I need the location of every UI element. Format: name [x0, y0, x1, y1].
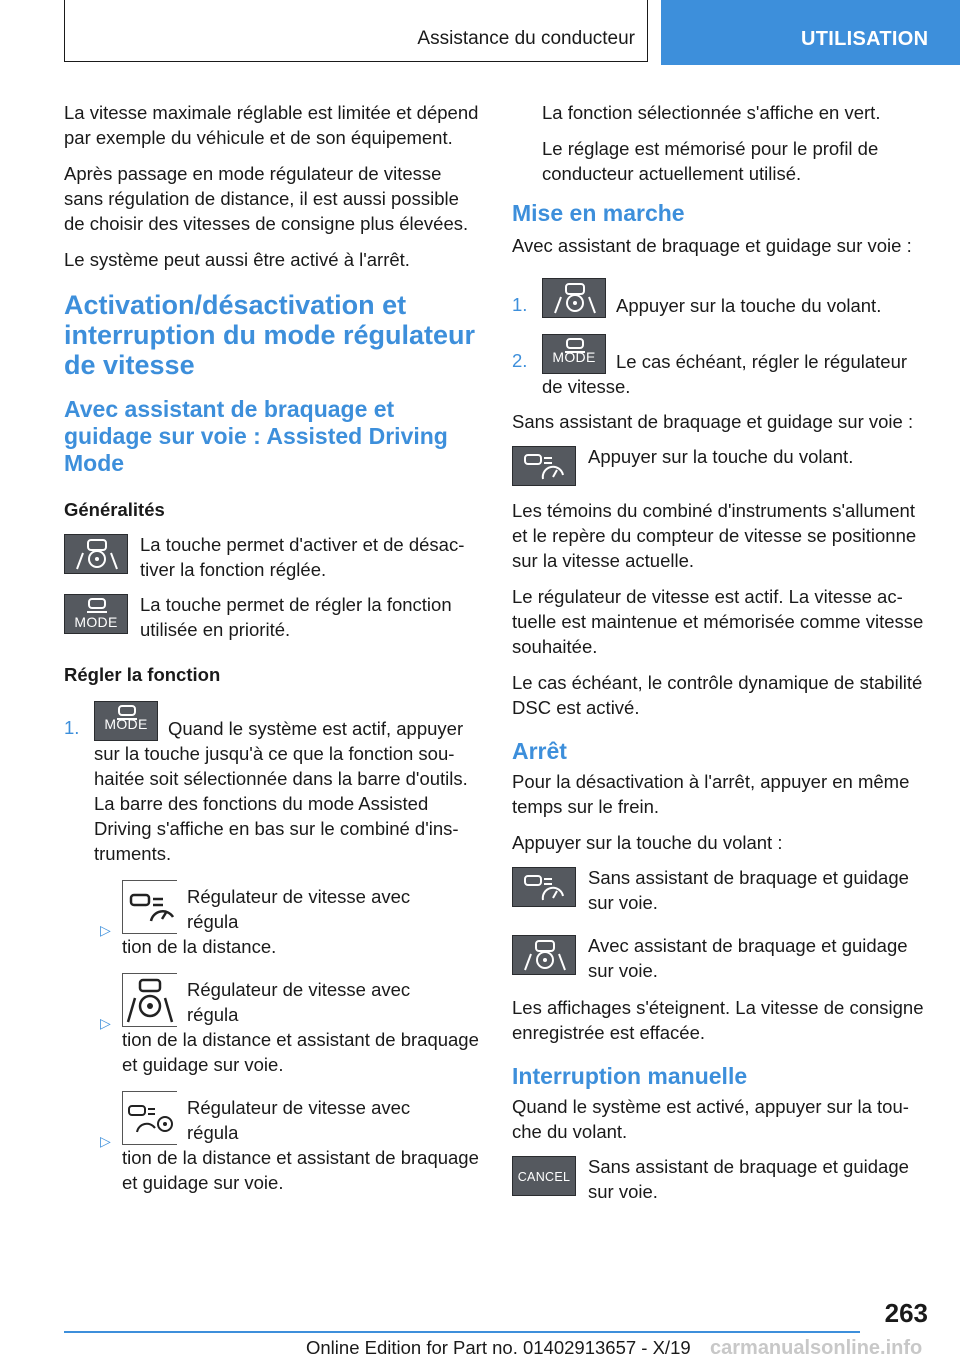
subsection-heading: Interruption manuelle	[512, 1063, 748, 1089]
mode-button-icon	[542, 334, 606, 374]
paragraph: Les témoins du combiné d'instruments s'allument et le repère du compteur de vitesse se positionne sur la vitesse actuelle.	[512, 500, 917, 571]
paragraph: Le cas échéant, le contrôle dynamique de stabilité DSC est activé.	[512, 672, 923, 718]
watermark: carmanualsonline.info	[710, 1337, 923, 1359]
list-text: Appuyer sur la touche du volant.	[616, 295, 882, 316]
icon-description-row	[512, 935, 932, 983]
list-text: Régulateur de vitesse avec régula	[187, 886, 411, 932]
heading-set-function: Régler la fonction	[64, 664, 221, 685]
paragraph: La vitesse maximale réglable est limitée et dépend par exemple du véhicule et de son équipement.	[64, 102, 479, 148]
list-item	[64, 973, 482, 1077]
list-text: tion de la distance et assistant de braquage et guidage sur voie.	[122, 1029, 479, 1075]
header-chapter-title: UTILISATION	[801, 28, 929, 50]
bullet-marker: ▷	[100, 1133, 111, 1149]
paragraph: Les affichages s'éteignent. La vitesse de consigne enregistrée est effacée.	[512, 997, 924, 1043]
list-text: sur la touche jusqu'à ce que la fonction souhaitée soit sélectionnée dans la barre d'outils. La barre des fonctions du mode Assisted Driving s'affiche en bas sur le combiné d'instruments.	[94, 743, 468, 864]
lane-assist-button-icon	[64, 534, 128, 574]
bullet-marker: ▷	[100, 922, 111, 938]
list-item	[512, 278, 932, 318]
paragraph: Le réglage est mémorisé pour le profil de conducteur actuellement utilisé.	[542, 138, 879, 184]
list-number: 1.	[512, 294, 528, 315]
subsection-heading: Mise en marche	[512, 200, 685, 226]
cruise-control-button-icon	[512, 446, 576, 486]
mode-button-label: MODE	[104, 716, 148, 732]
list-item	[64, 701, 482, 866]
paragraph: Avec assistant de braquage et guidage sur voie :	[512, 235, 912, 256]
section-heading: Activation/désactivation et interruption du mode régulateur de vitesse	[64, 290, 476, 380]
footer-edition: Online Edition for Part no. 01402913657 - X/19	[306, 1337, 691, 1358]
paragraph: Après passage en mode régulateur de vitesse sans régulation de distance, il est aussi possible de choisir des vitesses de consigne plus élevées.	[64, 163, 469, 234]
list-text: Le cas échéant, régler le régulateur	[616, 351, 908, 372]
mode-button-label: MODE	[552, 349, 596, 365]
list-text: tion de la distance.	[122, 936, 277, 957]
paragraph: Pour la désactivation à l'arrêt, appuyer en même temps sur le frein.	[512, 771, 910, 817]
bullet-marker: ▷	[100, 1015, 111, 1031]
list-number: 1.	[64, 717, 80, 738]
list-item	[512, 334, 932, 399]
list-text: Régulateur de vitesse avec régula	[187, 979, 411, 1025]
icon-description: La touche permet d'activer et de désactiver la fonction réglée.	[140, 534, 465, 580]
paragraph: Le régulateur de vitesse est actif. La vitesse actuelle est maintenue et mémorisée comme vitesse souhaitée.	[512, 586, 924, 657]
left-column	[64, 100, 482, 1205]
cruise-distance-icon	[122, 880, 177, 934]
paragraph: Appuyer sur la touche du volant :	[512, 832, 783, 853]
icon-description-row	[512, 446, 932, 486]
header-section-box	[64, 0, 648, 62]
heading-general: Généralités	[64, 499, 165, 520]
steering-lane-assist-icon	[122, 973, 177, 1027]
list-text: Quand le système est actif, appuyer	[168, 718, 464, 739]
list-text: tion de la distance et assistant de braquage et guidage sur voie.	[122, 1147, 479, 1193]
lane-assist-button-icon	[512, 935, 576, 975]
icon-description: Avec assistant de braquage et guidage sur voie.	[588, 935, 908, 981]
list-text: Régulateur de vitesse avec régula	[187, 1097, 411, 1143]
lane-assist-button-icon	[542, 278, 606, 318]
mode-button-label: MODE	[74, 614, 118, 630]
paragraph: La fonction sélectionnée s'affiche en vert.	[542, 102, 881, 123]
icon-description: Sans assistant de braquage et guidage sur voie.	[588, 1156, 909, 1202]
icon-description-row	[64, 594, 482, 642]
header-chapter-tab	[661, 0, 960, 65]
list-text: de vitesse.	[542, 376, 631, 397]
icon-description-row	[512, 867, 932, 915]
icon-description: Sans assistant de braquage et guidage sur voie.	[588, 867, 909, 913]
mode-button-icon	[94, 701, 158, 741]
footer-divider	[64, 1331, 860, 1333]
icon-description: Appuyer sur la touche du volant.	[588, 446, 854, 467]
icon-description-row	[64, 534, 482, 582]
cruise-control-button-icon	[512, 867, 576, 907]
mode-button-icon	[64, 594, 128, 634]
subsection-heading: Avec assistant de braquage et guidage sur voie : Assisted Driving Mode	[64, 396, 448, 476]
cancel-button-label: CANCEL	[517, 1170, 571, 1184]
subsection-heading: Arrêt	[512, 738, 567, 764]
paragraph: Quand le système est activé, appuyer sur la touche du volant.	[512, 1096, 909, 1142]
cruise-steering-combined-icon	[122, 1091, 177, 1145]
paragraph: Le système peut aussi être activé à l'arrêt.	[64, 249, 410, 270]
paragraph: Sans assistant de braquage et guidage sur voie :	[512, 411, 914, 432]
icon-description-row	[512, 1156, 932, 1204]
page-number: 263	[884, 1298, 928, 1328]
list-item	[64, 880, 482, 959]
right-column	[512, 100, 932, 1216]
header-section-title: Assistance du conducteur	[417, 28, 635, 49]
list-item	[64, 1091, 482, 1195]
icon-description: La touche permet de régler la fonction utilisée en priorité.	[140, 594, 452, 640]
list-number: 2.	[512, 350, 528, 371]
cancel-button-icon	[512, 1156, 576, 1196]
